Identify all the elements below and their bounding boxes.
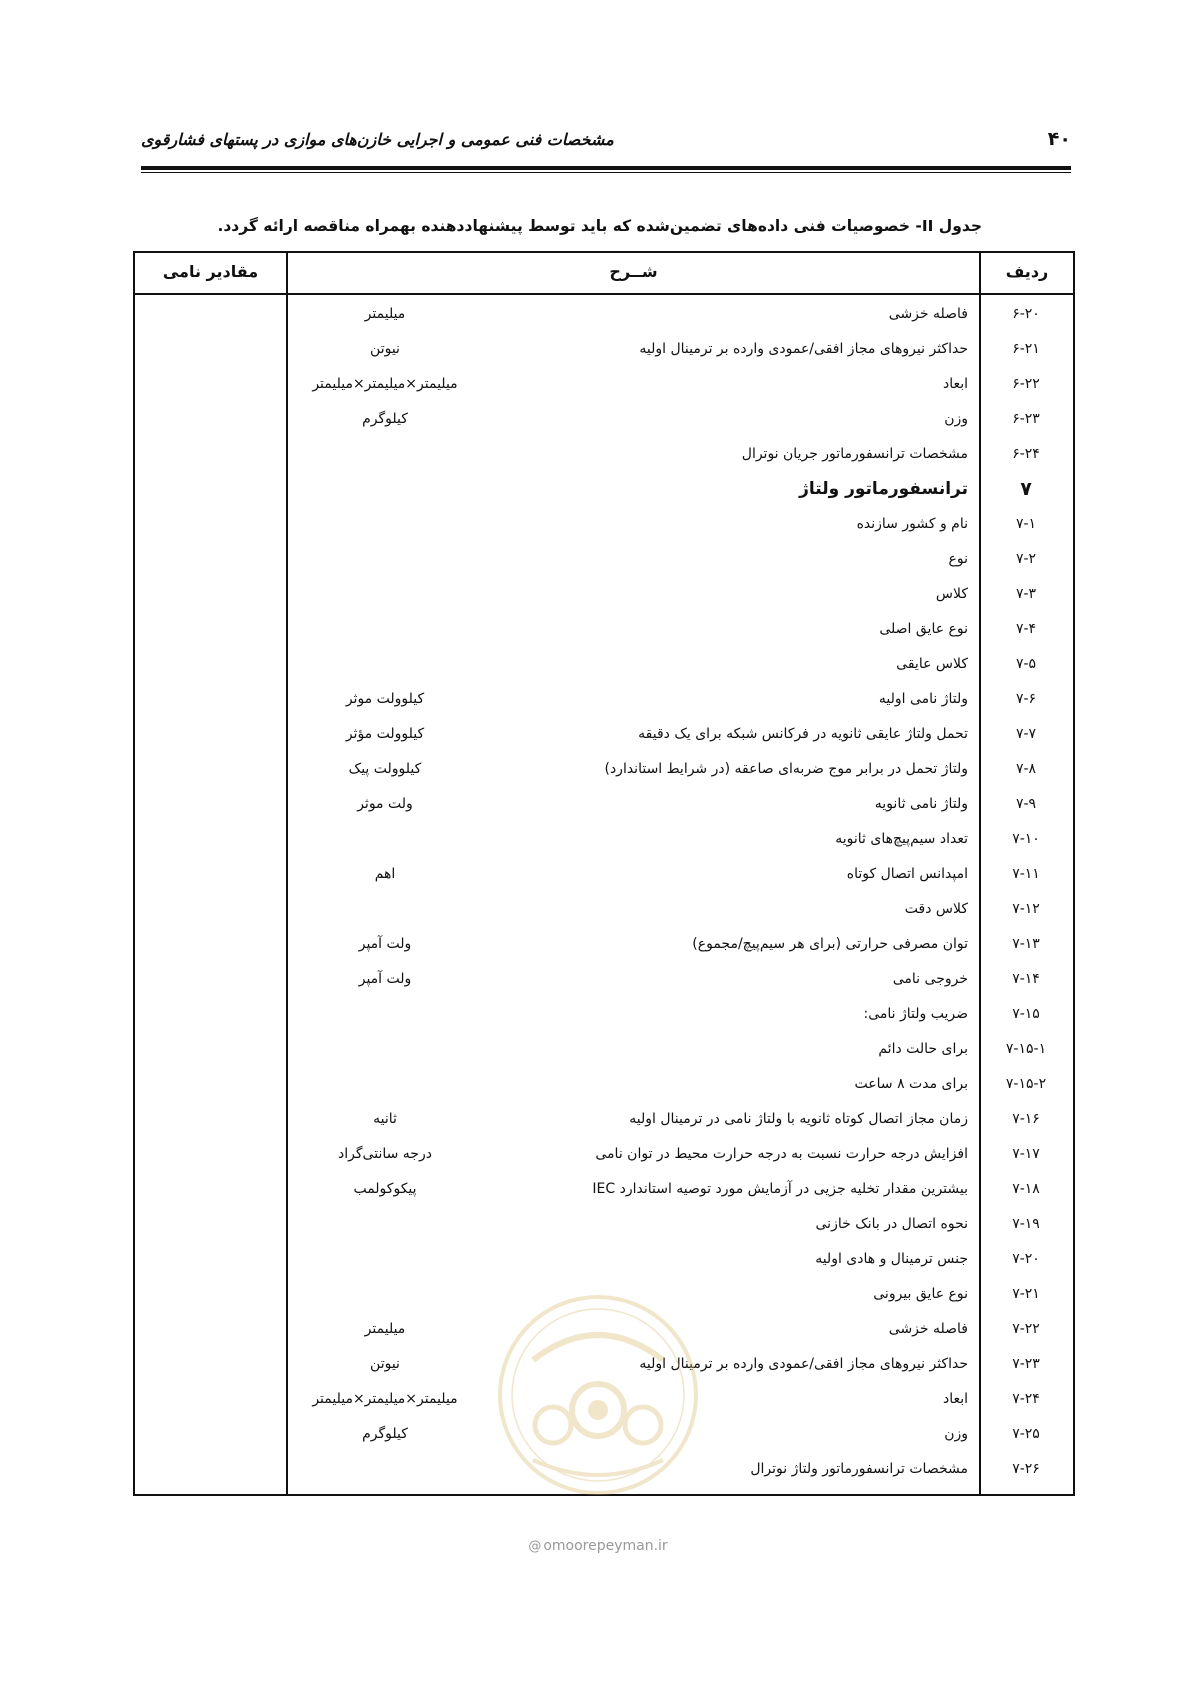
row-description: ترانسفورماتور ولتاژ: [799, 479, 968, 499]
row-number: ۷-۶: [1015, 691, 1037, 707]
row-unit: کیلوولت مؤثر: [345, 726, 425, 742]
table-row: [0, 962, 1190, 997]
row-description: تحمل ولتاژ عایقی ثانویه در فرکانس شبکه برای یک دقیقه: [638, 726, 968, 742]
row-description: وزن: [944, 1426, 968, 1442]
column-header-description: شــرح: [609, 262, 658, 281]
table-row: [0, 1067, 1190, 1102]
table-row: [0, 297, 1190, 332]
running-header: [141, 122, 1071, 156]
row-description: ولتاژ تحمل در برابر موج ضربه‌ای صاعقه (در شرایط استاندارد): [604, 761, 968, 777]
table-row: [0, 1207, 1190, 1242]
table-row: [0, 1417, 1190, 1452]
row-number: ۷: [1020, 478, 1032, 500]
row-number: ۷-۲۴: [1012, 1391, 1040, 1407]
row-unit: [290, 1207, 480, 1242]
row-number: ۷-۱۷: [1012, 1146, 1040, 1162]
table-row: [0, 857, 1190, 892]
header-rule-thin: [141, 172, 1071, 173]
table-row: [0, 577, 1190, 612]
row-description: برای مدت ۸ ساعت: [854, 1076, 968, 1092]
row-number: ۷-۱۴: [1012, 971, 1040, 987]
table-row: [0, 367, 1190, 402]
row-number: ۷-۴: [1015, 621, 1037, 637]
row-unit: پیکوکولمب: [353, 1181, 417, 1197]
row-unit: [290, 822, 480, 857]
row-unit: [290, 1032, 480, 1067]
row-description: بیشترین مقدار تخلیه جزیی در آزمایش مورد توصیه استاندارد IEC: [592, 1181, 968, 1197]
column-header-row: ردیف: [1005, 262, 1049, 281]
row-unit: نیوتن: [370, 341, 400, 357]
row-description: کلاس عایقی: [896, 656, 968, 672]
row-number: ۷-۱۳: [1012, 936, 1040, 952]
row-number: ۷-۲۶: [1012, 1461, 1040, 1477]
row-number: ۶-۲۰: [1012, 306, 1040, 322]
row-number: ۷-۷: [1015, 726, 1037, 742]
row-number: ۷-۲۵: [1012, 1426, 1040, 1442]
row-number: ۷-۱۹: [1012, 1216, 1040, 1232]
row-description: فاصله خزشی: [888, 306, 968, 322]
table-row: [0, 1277, 1190, 1312]
table-row: [0, 682, 1190, 717]
table-row: [0, 892, 1190, 927]
row-description: زمان مجاز اتصال کوتاه ثانویه با ولتاژ نامی در ترمینال اولیه: [629, 1111, 968, 1127]
row-unit: کیلوولت موثر: [345, 691, 425, 707]
row-unit: میلیمتر: [364, 306, 406, 322]
row-unit: ثانیه: [373, 1111, 397, 1127]
row-description: جنس ترمینال و هادی اولیه: [815, 1251, 968, 1267]
watermark-url: @ omoorepeyman.ir: [528, 1538, 668, 1554]
row-description: حداکثر نیروهای مجاز افقی/عمودی وارده بر ترمینال اولیه: [639, 1356, 968, 1372]
row-unit: [290, 1277, 480, 1312]
row-description: ضریب ولتاژ نامی:: [863, 1006, 968, 1022]
table-row: [0, 1382, 1190, 1417]
row-description: کلاس: [935, 586, 968, 602]
table-row: [0, 927, 1190, 962]
row-unit: درجه سانتی‌گراد: [338, 1146, 432, 1162]
row-unit: کیلوگرم: [362, 1426, 408, 1442]
header-rule-thick: [141, 166, 1071, 170]
row-number: ۷-۱۲: [1012, 901, 1040, 917]
row-number: ۷-۱۵-۱: [1005, 1041, 1047, 1057]
row-unit: [290, 647, 480, 682]
row-number: ۷-۱: [1015, 516, 1037, 532]
row-number: ۷-۱۰: [1012, 831, 1040, 847]
row-description: نوع عایق اصلی: [879, 621, 968, 637]
row-number: ۷-۲۰: [1012, 1251, 1040, 1267]
row-unit: [290, 577, 480, 612]
row-unit: [290, 1242, 480, 1277]
row-unit: [290, 1067, 480, 1102]
row-number: ۷-۱۶: [1012, 1111, 1040, 1127]
row-number: ۶-۲۳: [1012, 411, 1040, 427]
row-description: توان مصرفی حرارتی (برای هر سیم‌پیچ/مجموع): [692, 936, 968, 952]
row-description: ابعاد: [942, 1391, 968, 1407]
row-unit: [290, 892, 480, 927]
row-number: ۷-۹: [1015, 796, 1037, 812]
row-description: نام و کشور سازنده: [856, 516, 968, 532]
section-row: [0, 472, 1190, 507]
row-description: برای حالت دائم: [878, 1041, 968, 1057]
row-unit: میلیمتر×میلیمتر×میلیمتر: [312, 376, 458, 392]
row-number: ۷-۱۸: [1012, 1181, 1040, 1197]
table-row: [0, 717, 1190, 752]
row-unit: ولت آمپر: [358, 971, 412, 987]
row-unit: [290, 1452, 480, 1487]
row-description: وزن: [944, 411, 968, 427]
table-body: [0, 297, 1190, 1487]
table-row: [0, 647, 1190, 682]
row-unit: ولت موثر: [357, 796, 413, 812]
table-row: [0, 997, 1190, 1032]
row-number: ۷-۲۲: [1012, 1321, 1040, 1337]
at-icon: @: [528, 1539, 542, 1554]
row-description: حداکثر نیروهای مجاز افقی/عمودی وارده بر ترمینال اولیه: [639, 341, 968, 357]
row-description: خروجی نامی: [892, 971, 968, 987]
row-number: ۷-۱۵: [1012, 1006, 1040, 1022]
table-row: [0, 752, 1190, 787]
table-row: [0, 1242, 1190, 1277]
header-divider: [133, 293, 1075, 295]
row-description: مشخصات ترانسفورماتور جریان نوترال: [741, 446, 968, 462]
row-number: ۷-۱۵-۲: [1005, 1076, 1047, 1092]
row-description: ولتاژ نامی اولیه: [878, 691, 968, 707]
table-row: [0, 1032, 1190, 1067]
table-row: [0, 402, 1190, 437]
row-description: امپدانس اتصال کوتاه: [846, 866, 968, 882]
row-description: کلاس دقت: [904, 901, 968, 917]
running-title: مشخصات فنی عمومی و اجرایی خازن‌های موازی در پستهای فشارقوی: [141, 130, 614, 149]
row-number: ۷-۲: [1015, 551, 1037, 567]
table-row: [0, 1452, 1190, 1487]
row-description: افزایش درجه حرارت نسبت به درجه حرارت محیط در توان نامی: [595, 1146, 968, 1162]
row-description: نوع: [948, 551, 968, 567]
row-number: ۷-۲۳: [1012, 1356, 1040, 1372]
row-unit: میلیمتر×میلیمتر×میلیمتر: [312, 1391, 458, 1407]
row-description: ابعاد: [942, 376, 968, 392]
table-row: [0, 1102, 1190, 1137]
row-description: نحوه اتصال در بانک خازنی: [815, 1216, 968, 1232]
row-number: ۷-۳: [1015, 586, 1037, 602]
row-description: تعداد سیم‌پیچ‌های ثانویه: [835, 831, 968, 847]
row-unit: ولت آمپر: [358, 936, 412, 952]
table-row: [0, 507, 1190, 542]
row-description: فاصله خزشی: [888, 1321, 968, 1337]
row-description: نوع عایق بیرونی: [873, 1286, 968, 1302]
row-unit: کیلوگرم: [362, 411, 408, 427]
row-number: ۶-۲۴: [1012, 446, 1040, 462]
row-number: ۶-۲۲: [1012, 376, 1040, 392]
page-number: ۴۰: [1047, 128, 1071, 150]
row-number: ۷-۸: [1015, 761, 1037, 777]
table-row: [0, 822, 1190, 857]
row-description: ولتاژ نامی ثانویه: [874, 796, 968, 812]
row-description: مشخصات ترانسفورماتور ولتاژ نوترال: [750, 1461, 968, 1477]
row-unit: میلیمتر: [364, 1321, 406, 1337]
table-caption: جدول II- خصوصیات فنی داده‌های تضمین‌شده که باید توسط پیشنهاددهنده بهمراه مناقصه ارائه گردد.: [217, 217, 982, 235]
table-row: [0, 1137, 1190, 1172]
row-unit: [290, 997, 480, 1032]
table-row: [0, 542, 1190, 577]
table-row: [0, 437, 1190, 472]
table-row: [0, 1312, 1190, 1347]
row-unit: [290, 437, 480, 472]
row-unit: [290, 472, 480, 507]
table-row: [0, 612, 1190, 647]
row-unit: [290, 542, 480, 577]
row-unit: اهم: [374, 866, 396, 882]
table-row: [0, 787, 1190, 822]
table-row: [0, 332, 1190, 367]
row-unit: کیلوولت پیک: [348, 761, 422, 777]
column-header-nominal: مقادیر نامی: [162, 262, 259, 281]
table-row: [0, 1172, 1190, 1207]
table-row: [0, 1347, 1190, 1382]
row-number: ۷-۵: [1015, 656, 1037, 672]
row-unit: نیوتن: [370, 1356, 400, 1372]
row-number: ۷-۱۱: [1012, 866, 1040, 882]
row-number: ۶-۲۱: [1012, 341, 1040, 357]
row-number: ۷-۲۱: [1012, 1286, 1040, 1302]
row-unit: [290, 507, 480, 542]
row-unit: [290, 612, 480, 647]
